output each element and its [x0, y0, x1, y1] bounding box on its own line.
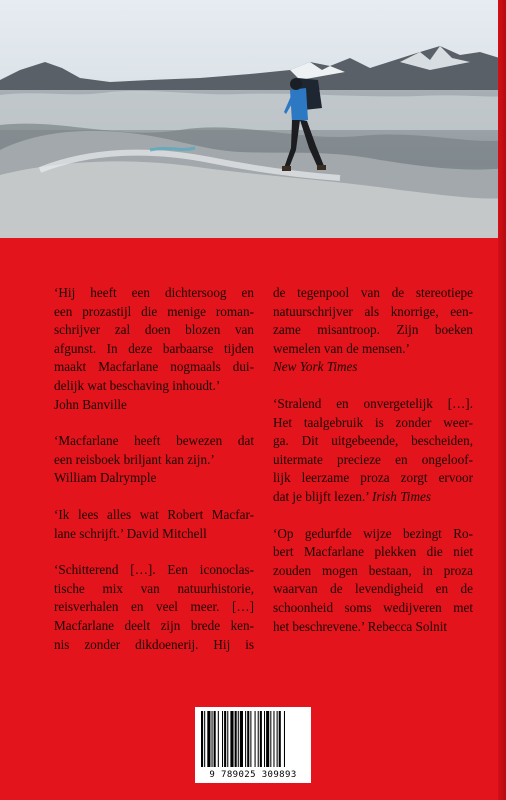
spine-edge — [498, 0, 506, 800]
isbn-barcode — [195, 707, 311, 783]
quote-line: ‘Hij heeft een dichtersoog en — [54, 285, 254, 300]
quote-line: de tegenpool van de stereotiepe — [273, 285, 473, 300]
quote-mitchell — [54, 506, 254, 543]
quote-line: nis zonder dikdoenerij. Hij is — [54, 636, 254, 652]
quote-line: een reisboek briljant kan zijn.’ — [54, 451, 215, 467]
quotes-right-column — [273, 284, 473, 654]
quote-nyt-end — [273, 284, 473, 377]
quote-line: ‘Ik lees alles wat Robert Macfar- — [54, 506, 254, 522]
quote-nyt-start — [54, 561, 254, 654]
quote-line: ‘Stralend en onvergetelijk […]. — [273, 395, 473, 411]
quote-line: schoonheid soms wedijveren met — [273, 599, 473, 615]
quote-attribution: William Dalrymple — [54, 470, 157, 486]
cover-photo-glacier-hiker — [0, 0, 506, 238]
quote-line: een prozastijl die menige roman- — [54, 303, 254, 319]
quote-line: bert Macfarlane plekken die niet — [273, 544, 473, 560]
quote-line: ‘Op gedurfde wijze bezingt Ro- — [273, 525, 473, 541]
quote-line: tische mix van natuurhistorie, — [54, 580, 254, 596]
quote-line: het beschrevene.’ Rebecca Solnit — [273, 618, 448, 634]
quote-line: waarvan de levendigheid en de — [273, 581, 473, 597]
quote-line: reisverhalen en veel meer. […] — [54, 599, 254, 615]
quote-line: schrijver zal doen blozen van — [54, 322, 254, 338]
quote-irish-times — [273, 395, 473, 507]
quotes-left-column — [54, 284, 254, 672]
quote-line: natuurschrijver als knorrige, een- — [273, 303, 473, 319]
quote-line: Macfarlane deelt zijn brede ken- — [54, 617, 254, 633]
quote-banville — [54, 284, 254, 414]
quote-line: afgunst. In deze barbaarse tijden — [54, 340, 254, 356]
quote-line: delijk wat beschaving inhoudt.’ — [54, 377, 221, 393]
quote-line: uitermate precieze en ongeloof- — [273, 451, 473, 467]
quote-line: wemelen van de mensen.’ — [273, 340, 410, 356]
quote-solnit — [273, 525, 473, 637]
barcode-bars — [201, 711, 305, 767]
quote-attribution: New York Times — [273, 359, 358, 375]
quote-dalrymple — [54, 432, 254, 488]
isbn-number: 9 789025 309893 — [209, 770, 297, 780]
quote-line — [273, 488, 473, 507]
quote-line: ‘Macfarlane heeft bewezen dat — [54, 433, 254, 449]
quote-line: zouden mogen bestaan, in proza — [273, 562, 473, 578]
quote-line: maakt Macfarlane nogmaals dui- — [54, 359, 254, 375]
quote-line: Het taalgebruik is zonder weer- — [273, 414, 473, 430]
quote-line-text: dat je blijft lezen.’ — [273, 488, 369, 504]
quote-line: ga. Dit uitgebeende, bescheiden, — [273, 433, 473, 449]
glacier-photo-illustration — [0, 0, 506, 238]
quote-line: lijk leerzame proza zorgt ervoor — [273, 470, 473, 486]
quote-line: ‘Schitterend […]. Een iconoclas- — [54, 562, 254, 578]
quote-line: zame misantroop. Zijn boeken — [273, 322, 473, 338]
quote-attribution: John Banville — [54, 396, 127, 412]
quote-attribution: Irish Times — [371, 488, 431, 504]
quote-line: lane schrijft.’ David Mitchell — [54, 525, 207, 541]
